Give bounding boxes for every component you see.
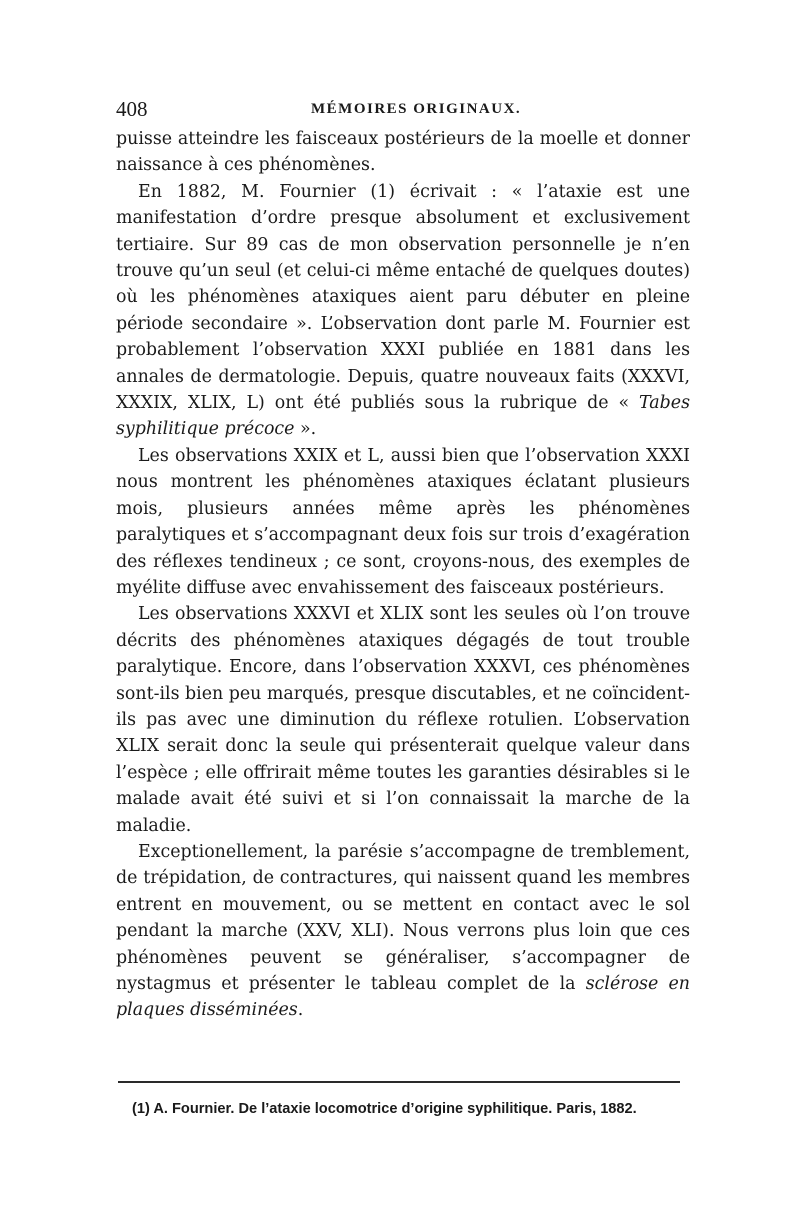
paragraph-text: Les observations XXXVI et XLIX sont les seules où l’on trouve décrits des phénomènes ataxiques dégagés de tout trouble paralytique. Encore, dans l’observation XXXVI, ces phénomènes sont-ils bien peu marqués, presque discutables, et ne coïncident-ils pas avec une diminution du réflexe rotulien. L’observation XLIX serait donc la seule qui présenterait quelque valeur dans l’espèce ; elle offrirait même toutes les garanties désirables si le malade avait été suivi et si l’on connaissait la marche de la maladie.	[116, 604, 690, 836]
paragraph-text: Les observations XXIX et L, aussi bien que l’observation XXXI nous montrent les phénomènes ataxiques éclatant plusieurs mois, plusieurs années même après les phénomènes paralytiques et s’accompagnant deux fois sur trois d’exagération des réflexes tendineux ; ce sont, croyons-nous, des exemples de myélite diffuse avec envahissement des faisceaux postérieurs.	[116, 445, 690, 598]
page-header	[116, 92, 686, 126]
body-text	[116, 126, 690, 1024]
paragraph-1	[116, 126, 690, 179]
paragraph-3	[116, 443, 690, 601]
paragraph-text-end: ».	[294, 419, 317, 440]
page-number: 408	[116, 97, 148, 121]
paragraph-text-end: .	[297, 1000, 304, 1021]
footnote-divider	[118, 1081, 680, 1083]
paragraph-text: puisse atteindre les faisceaux postérieurs de la moelle et donner naissance à ces phénomènes.	[116, 129, 690, 176]
paragraph-4	[116, 601, 690, 839]
paragraph-text: Exceptionellement, la parésie s’accompagne de tremblement, de trépidation, de contractures, qui naissent quand les membres entrent en mouvement, ou se mettent en contact avec le sol pendant la marche (XXV, XLI). Nous verrons plus loin que ces phénomènes peuvent se généraliser, s’accompagner de nystagmus et présenter le tableau complet de la	[116, 841, 690, 994]
paragraph-text: En 1882, M. Fournier (1) écrivait : « l’ataxie est une manifestation d’ordre presque absolument et exclusivement tertiaire. Sur 89 cas de mon observation personnelle je n’en trouve qu’un seul (et celui-ci même entaché de quelques doutes) où les phénomènes ataxiques aient paru débuter en pleine période secondaire ». L’observation dont parle M. Fournier est probablement l’observation XXXI publiée en 1881 dans les annales de dermatologie. Depuis, quatre nouveaux faits (XXXVI, XXXIX, XLIX, L) ont été publiés sous la rubrique de «	[116, 181, 690, 414]
running-title: MÉMOIRES ORIGINAUX.	[311, 101, 522, 117]
paragraph-5	[116, 839, 690, 1024]
italic-phrase: sclérose en plaques disséminées	[116, 974, 690, 1021]
italic-phrase: Tabes syphilitique précoce	[116, 393, 690, 440]
paragraph-2	[116, 179, 690, 443]
footnote: (1) A. Fournier. De l’ataxie locomotrice d’origine syphilitique. Paris, 1882.	[132, 1101, 637, 1117]
